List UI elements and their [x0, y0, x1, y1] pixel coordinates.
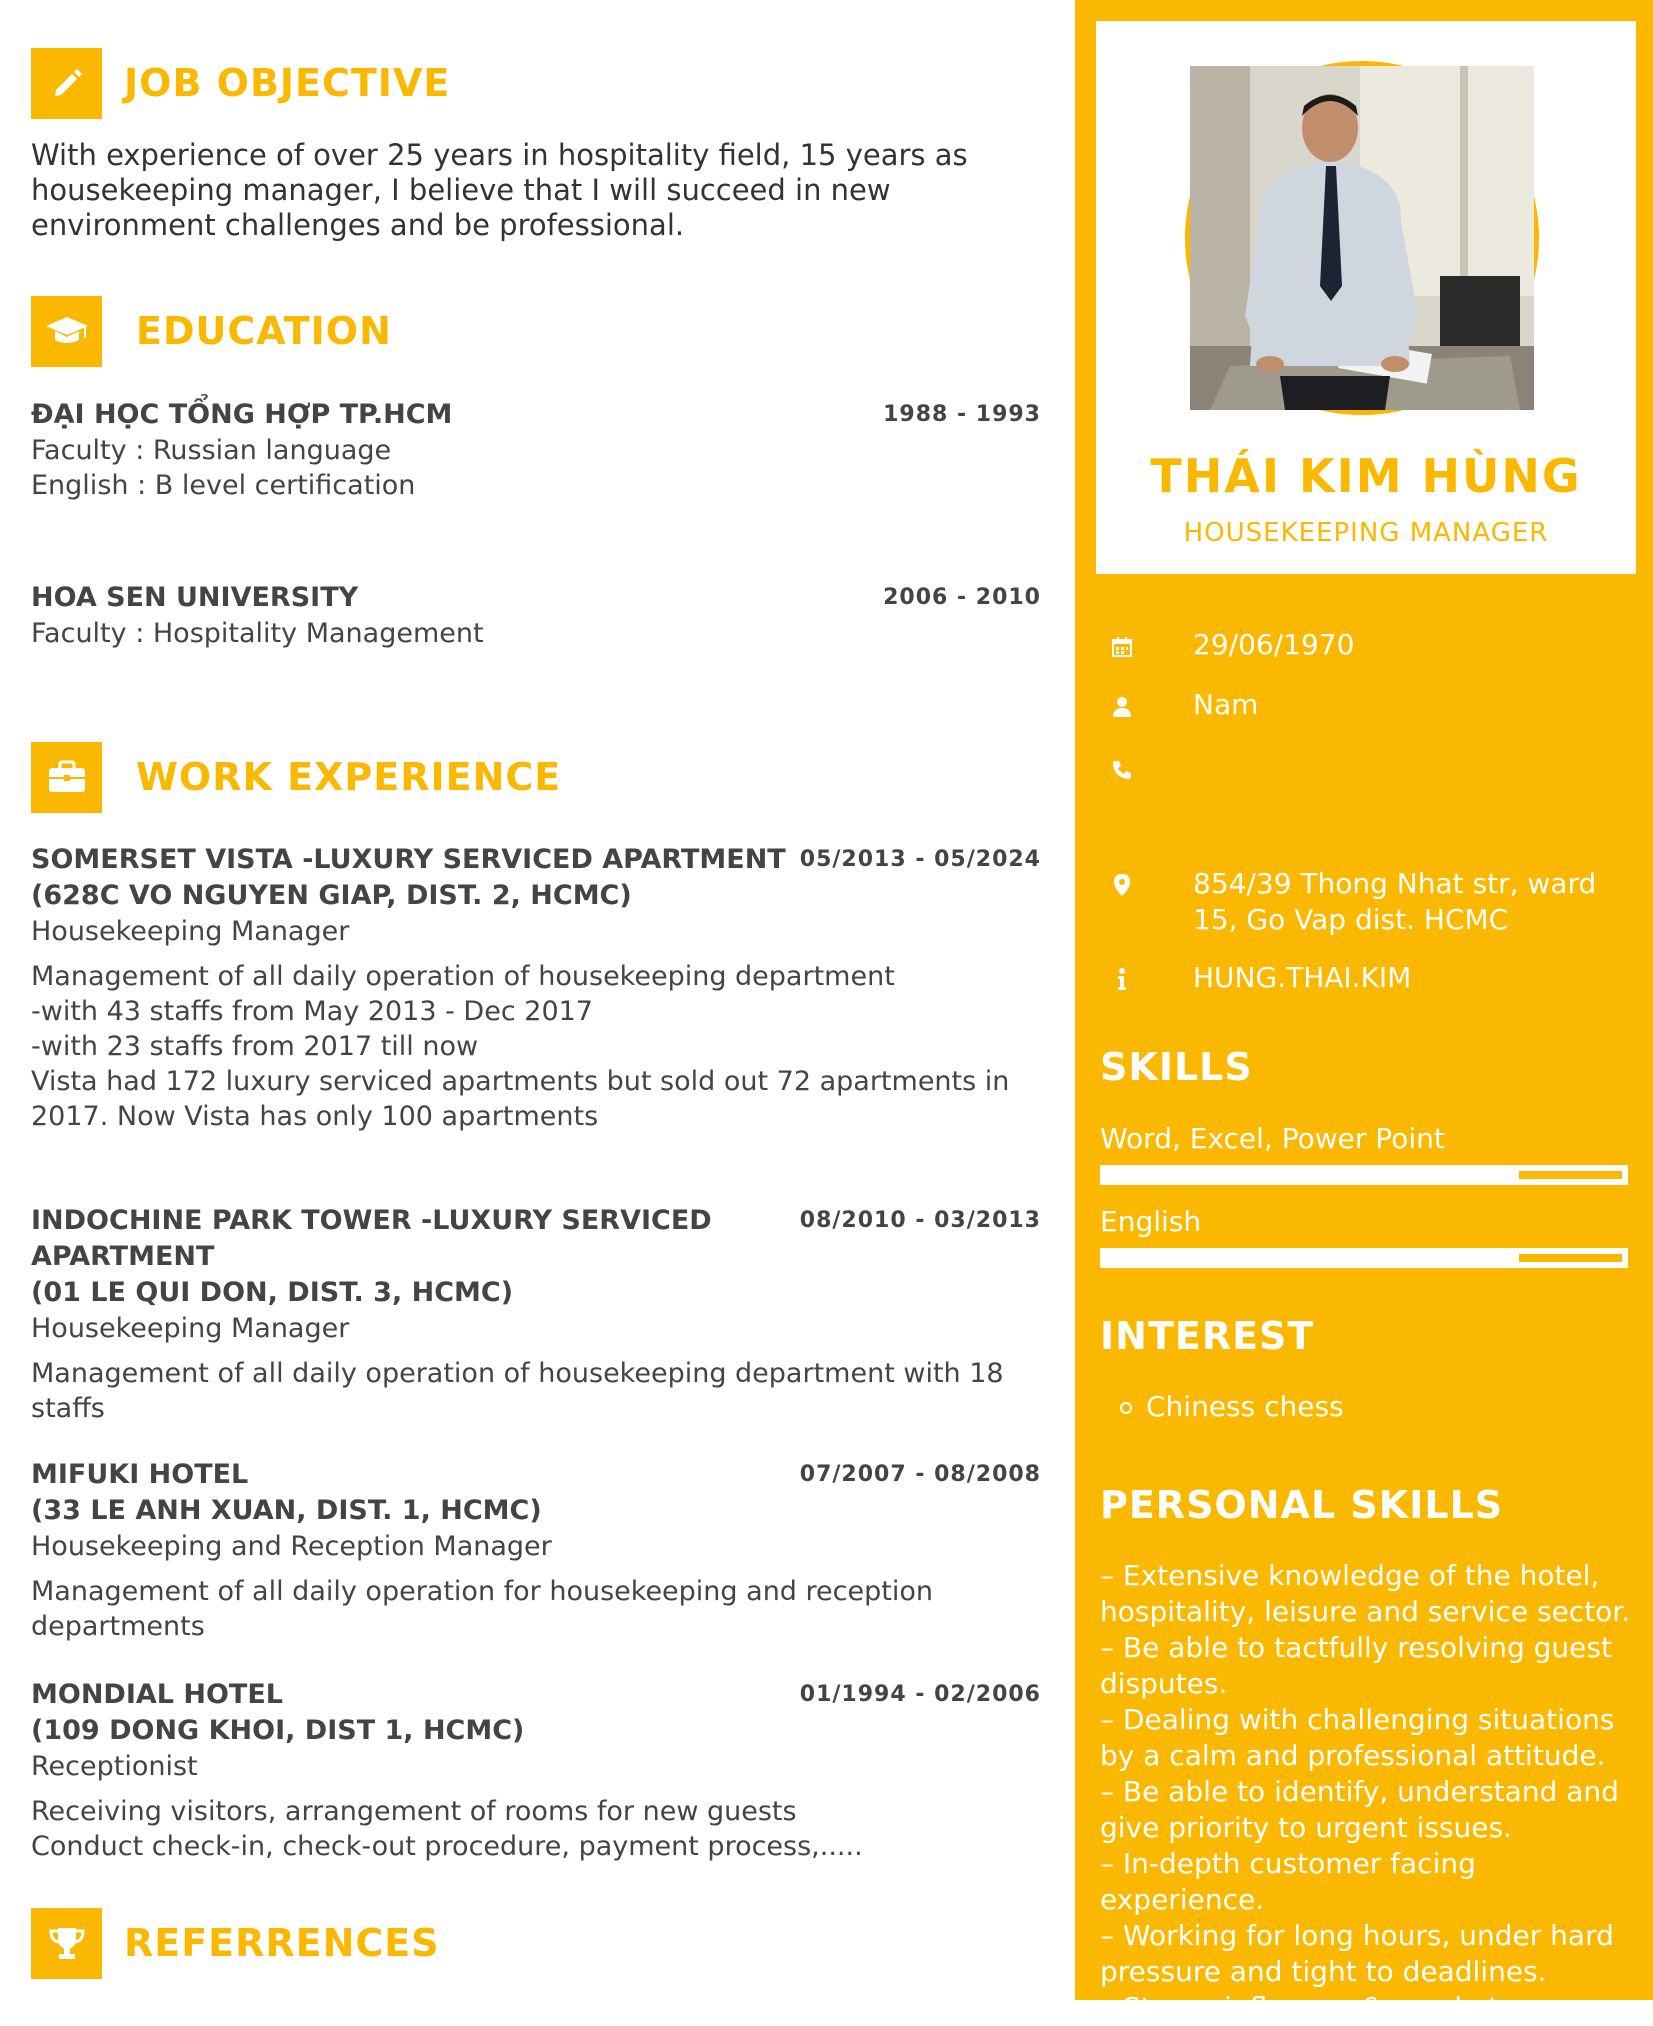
education-header — [31, 295, 392, 367]
gender-value: Nam — [1193, 688, 1259, 721]
job-description — [31, 959, 1041, 1134]
work-item — [31, 1203, 1041, 1426]
personal-skill-item: – Working for long hours, under hard pressure and tight to deadlines. — [1100, 1919, 1614, 1988]
education-date: 2006 - 2010 — [883, 585, 1041, 610]
skills-title: SKILLS — [1100, 1045, 1253, 1089]
interest-label: Chiness chess — [1146, 1390, 1344, 1423]
school-name: ĐẠI HỌC TỔNG HỢP TP.HCM — [31, 399, 453, 430]
birthday-value: 29/06/1970 — [1193, 628, 1355, 661]
skill-name: English — [1100, 1205, 1202, 1238]
phone-icon — [1111, 754, 1135, 782]
profile-card — [1096, 21, 1636, 574]
company-name: SOMERSET VISTA -LUXURY SERVICED APARTMENT — [31, 844, 786, 875]
company-name: INDOCHINE PARK TOWER -LUXURY SERVICED APARTMENT — [31, 1205, 712, 1272]
education-item — [31, 580, 1041, 651]
company-name: MONDIAL HOTEL — [31, 1679, 283, 1710]
references-header — [31, 1907, 440, 1979]
company-name: MIFUKI HOTEL — [31, 1459, 249, 1490]
trophy-icon — [31, 1908, 102, 1979]
job-role: Housekeeping Manager — [31, 1313, 350, 1344]
desc-line: Management of all daily operation for housekeeping and reception departments — [31, 1576, 933, 1642]
company-address: (628C VO NGUYEN GIAP, DIST. 2, HCMC) — [31, 880, 632, 911]
education-date: 1988 - 1993 — [883, 402, 1041, 427]
section-title: WORK EXPERIENCE — [136, 755, 562, 799]
skill-bar — [1100, 1165, 1628, 1185]
personal-skills-list — [1100, 1558, 1640, 2026]
job-description — [31, 1794, 1041, 1864]
personal-skill-item: – Extensive knowledge of the hotel, hospitality, leisure and service sector. — [1100, 1559, 1631, 1628]
calendar-icon — [1111, 631, 1135, 659]
company-address: (109 DONG KHOI, DIST 1, HCMC) — [31, 1715, 525, 1746]
bullet-icon — [1120, 1402, 1132, 1414]
section-title: REFERRENCES — [124, 1921, 440, 1965]
desc-line: Vista had 172 luxury serviced apartments but sold out 72 apartments in 2017. Now Vista has only 100 apartments — [31, 1066, 1010, 1132]
work-date: 01/1994 - 02/2006 — [799, 1682, 1041, 1707]
candidate-name: THÁI KIM HÙNG — [1150, 449, 1582, 503]
desc-line: -with 43 staffs from May 2013 - Dec 2017 — [31, 996, 593, 1027]
candidate-title: HOUSEKEEPING MANAGER — [1183, 518, 1549, 548]
job-description — [31, 1574, 1041, 1644]
skill-bar-fill — [1106, 1171, 1519, 1179]
job-objective-header — [31, 47, 450, 119]
personal-skills-title: PERSONAL SKILLS — [1100, 1483, 1504, 1527]
personal-skill-item: – Strong influence & good at — [1100, 1991, 1500, 2024]
job-role: Receptionist — [31, 1751, 198, 1782]
job-role: Housekeeping Manager — [31, 916, 350, 947]
work-item — [31, 1677, 1041, 1864]
info-icon — [1111, 964, 1135, 992]
info-value: HUNG.THAI.KIM — [1193, 961, 1412, 994]
work-date: 05/2013 - 05/2024 — [799, 847, 1041, 872]
personal-skill-item: – Be able to identify, understand and give priority to urgent issues. — [1100, 1775, 1619, 1844]
personal-skill-item: – In-depth customer facing experience. — [1100, 1847, 1476, 1916]
user-icon — [1111, 691, 1135, 719]
skill-bar-fill — [1106, 1254, 1519, 1262]
map-marker-icon — [1111, 870, 1135, 898]
skill-name: Word, Excel, Power Point — [1100, 1122, 1445, 1155]
section-title: EDUCATION — [136, 309, 392, 353]
interest-title: INTEREST — [1100, 1314, 1315, 1358]
work-experience-header — [31, 741, 561, 813]
sidebar — [1075, 0, 1653, 2024]
objective-text: With experience of over 25 years in hospitality field, 15 years as housekeeping manager, I believe that I will succeed in new environment challenges and be professional. — [31, 138, 968, 242]
company-address: (01 LE QUI DON, DIST. 3, HCMC) — [31, 1277, 514, 1308]
pencil-icon — [31, 48, 102, 119]
graduation-cap-icon — [31, 296, 102, 367]
personal-skill-item: – Be able to tactfully resolving guest disputes. — [1100, 1631, 1612, 1700]
work-item — [31, 842, 1041, 1134]
education-detail: English : B level certification — [31, 470, 416, 501]
skill-bar — [1100, 1248, 1628, 1268]
section-title: JOB OBJECTIVE — [124, 61, 451, 105]
portrait-photo — [1185, 61, 1539, 415]
work-date: 08/2010 - 03/2013 — [799, 1208, 1041, 1233]
company-address: (33 LE ANH XUAN, DIST. 1, HCMC) — [31, 1495, 542, 1526]
school-name: HOA SEN UNIVERSITY — [31, 582, 359, 613]
work-date: 07/2007 - 08/2008 — [799, 1462, 1041, 1487]
desc-line: Management of all daily operation of housekeeping department — [31, 961, 895, 992]
briefcase-icon — [31, 742, 102, 813]
education-detail: Faculty : Russian language — [31, 435, 392, 466]
education-detail: Faculty : Hospitality Management — [31, 618, 484, 649]
work-item — [31, 1457, 1041, 1644]
desc-line: -with 23 staffs from 2017 till now — [31, 1031, 479, 1062]
personal-skill-item: – Dealing with challenging situations by a calm and professional attitude. — [1100, 1703, 1615, 1772]
desc-line: Receiving visitors, arrangement of rooms for new guests — [31, 1796, 797, 1827]
address-value: 854/39 Thong Nhat str, ward 15, Go Vap dist. HCMC — [1193, 867, 1597, 936]
desc-line: Management of all daily operation of housekeeping department with 18 staffs — [31, 1358, 1004, 1424]
job-description — [31, 1356, 1041, 1426]
education-item — [31, 397, 1041, 503]
job-role: Housekeeping and Reception Manager — [31, 1531, 552, 1562]
desc-line: Conduct check-in, check-out procedure, payment process,..... — [31, 1831, 863, 1862]
